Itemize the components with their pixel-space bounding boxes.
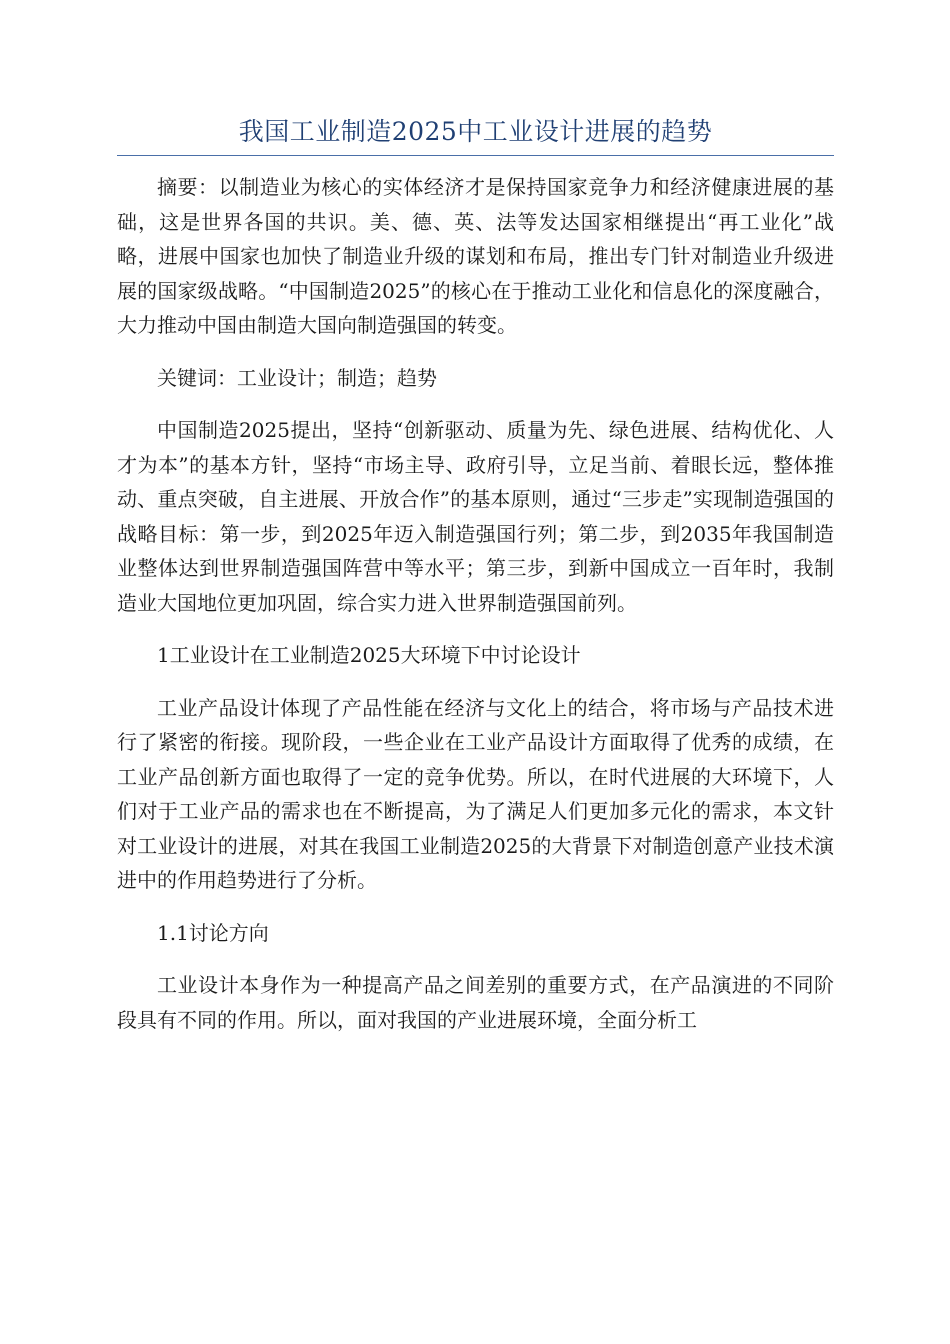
section-heading-1: 1工业设计在工业制造2025大环境下中讨论设计 <box>157 643 581 667</box>
keywords-paragraph: 关键词：工业设计；制造；趋势 <box>157 365 437 390</box>
intro-paragraph: 中国制造2025提出，坚持“创新驱动、质量为先、绿色进展、结构优化、人才为本”的基本方针，坚持“市场主导、政府引导，立足当前、着眼长远，整体推动、重点突破，自主进展、开放合作”的基本原则，通过“三步走”实现制造强国的战略目标：第一步，到2025年迈入制造强国行列；第二步，到2035年我国制造业整体达到世界制造强国阵营中等水平；第三步，到新中国成立一百年时，我制造业大国地位更加巩固，综合实力进入世界制造强国前列。 <box>117 418 834 615</box>
title-underline <box>117 155 834 156</box>
abstract-paragraph: 摘要：以制造业为核心的实体经济才是保持国家竞争力和经济健康进展的基础，这是世界各国的共识。美、德、英、法等发达国家相继提出“再工业化”战略，进展中国家也加快了制造业升级的谋划和布局，推出专门针对制造业升级进展的国家级战略。“中国制造2025”的核心在于推动工业化和信息化的深度融合，大力推动中国由制造大国向制造强国的转变。 <box>117 175 834 337</box>
section-1-1-paragraph: 工业设计本身作为一种提高产品之间差别的重要方式，在产品演进的不同阶段具有不同的作用。所以，面对我国的产业进展环境，全面分析工 <box>117 973 834 1032</box>
section-1-paragraph: 工业产品设计体现了产品性能在经济与文化上的结合，将市场与产品技术进行了紧密的衔接。现阶段，一些企业在工业产品设计方面取得了优秀的成绩，在工业产品创新方面也取得了一定的竞争优势。所以，在时代进展的大环境下，人们对于工业产品的需求也在不断提高，为了满足人们更加多元化的需求，本文针对工业设计的进展，对其在我国工业制造2025的大背景下对制造创意产业技术演进中的作用趋势进行了分析。 <box>117 695 834 892</box>
section-heading-1-1: 1.1讨论方向 <box>157 920 269 945</box>
document-title: 我国工业制造2025中工业设计进展的趋势 <box>238 117 713 146</box>
document-body <box>117 170 834 1037</box>
